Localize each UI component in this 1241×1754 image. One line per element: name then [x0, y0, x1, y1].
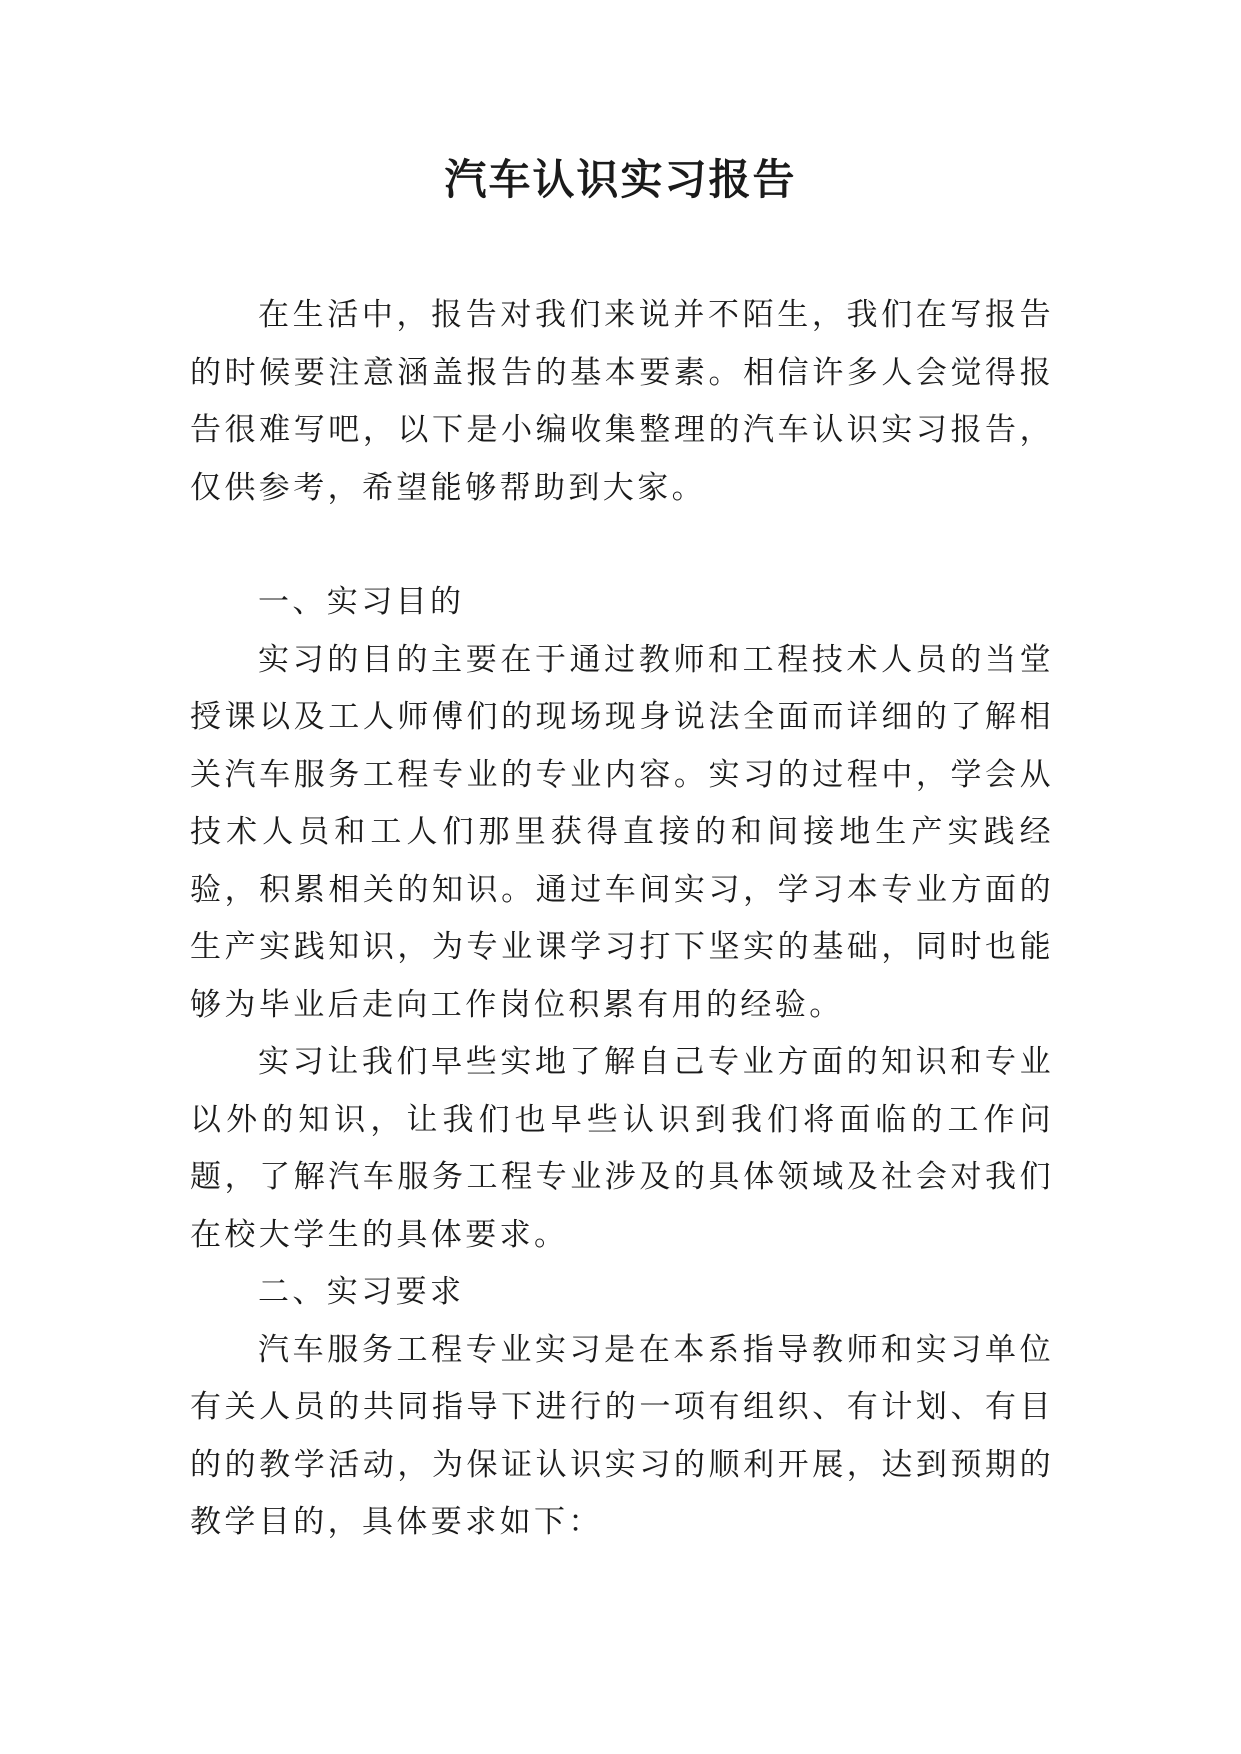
section-heading-requirements: 二、实习要求 [258, 1274, 465, 1310]
section-heading-purpose: 一、实习目的 [258, 584, 465, 620]
document-title: 汽车认识实习报告 [444, 155, 797, 204]
document-body [190, 287, 1054, 1552]
requirements-paragraph-1: 汽车服务工程专业实习是在本系指导教师和实习单位有关人员的共同指导下进行的一项有组织、有计划、有目的的教学活动，为保证认识实习的顺利开展，达到预期的教学目的，具体要求如下： [190, 1331, 1054, 1540]
purpose-paragraph-2: 实习让我们早些实地了解自己专业方面的知识和专业以外的知识，让我们也早些认识到我们将面临的工作问题，了解汽车服务工程专业涉及的具体领域及社会对我们在校大学生的具体要求。 [190, 1044, 1054, 1253]
intro-paragraph: 在生活中，报告对我们来说并不陌生，我们在写报告的时候要注意涵盖报告的基本要素。相信许多人会觉得报告很难写吧，以下是小编收集整理的汽车认识实习报告，仅供参考，希望能够帮助到大家。 [190, 297, 1054, 506]
purpose-paragraph-1: 实习的目的主要在于通过教师和工程技术人员的当堂授课以及工人师傅们的现场现身说法全面而详细的了解相关汽车服务工程专业的专业内容。实习的过程中，学会从技术人员和工人们那里获得直接的和间接地生产实践经验，积累相关的知识。通过车间实习，学习本专业方面的生产实践知识，为专业课学习打下坚实的基础，同时也能够为毕业后走向工作岗位积累有用的经验。 [190, 641, 1054, 1023]
